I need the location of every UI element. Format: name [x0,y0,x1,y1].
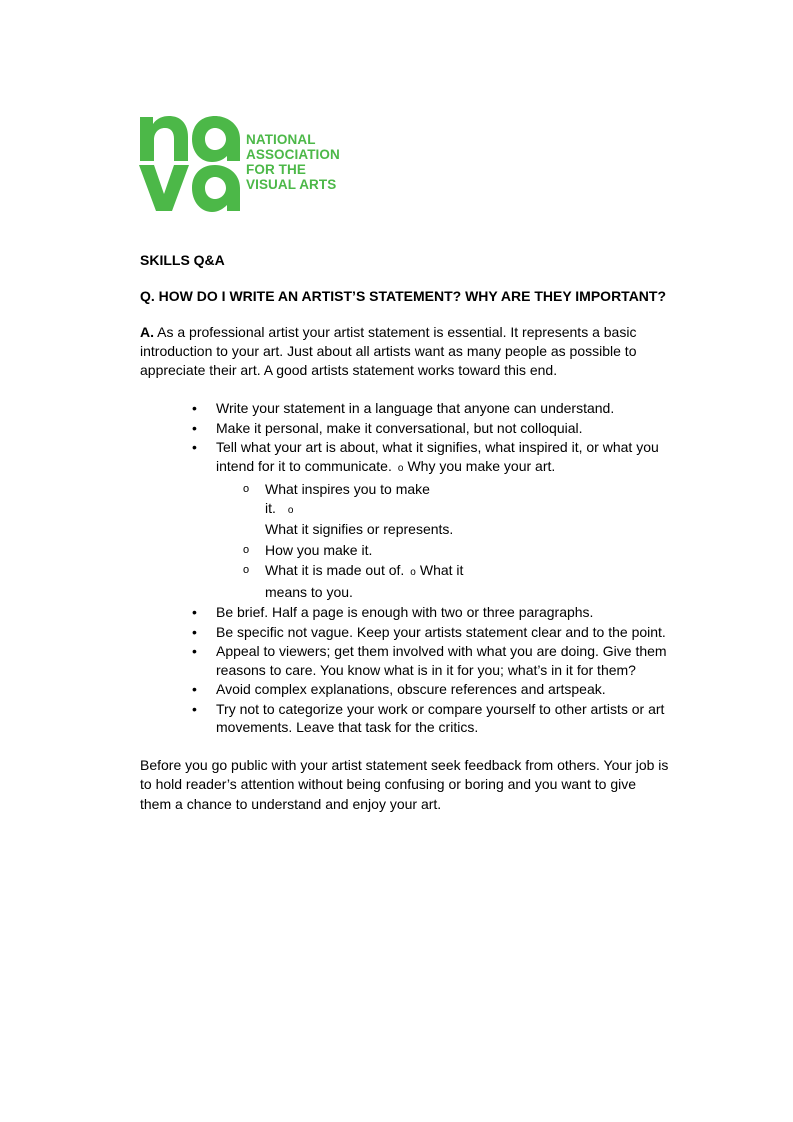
sub-item-text: What inspires you to make it. [265,481,430,516]
bullet-icon: • [192,604,197,620]
sub-list [216,480,670,601]
list-item-text: Be specific not vague. Keep your artists statement clear and to the point. [216,623,666,640]
sub-bullet-icon: o [243,564,250,576]
list-item-text: Avoid complex explanations, obscure references and artspeak. [216,681,606,697]
sub-list-item [216,541,465,560]
bullet-icon: • [192,400,197,416]
bullet-icon: • [192,439,197,455]
section-kicker: SKILLS Q&A [140,252,225,268]
answer-text: As a professional artist your artist statement is essential. It represents a basic introduction to your art. Just about all artists want as many people as possible to appreciate their art. A good artists statement works toward this end. [140,324,637,378]
list-item [140,438,670,601]
logo-line: VISUAL ARTS [246,177,337,192]
logo-line: ASSOCIATION [246,147,340,162]
logo-line: FOR THE [246,162,306,177]
closing-paragraph: Before you go public with your artist statement seek feedback from others. Your job is to hold reader’s attention without being confusing or boring and you want to give them a chance to understand and enjoy your art. [140,756,669,812]
question-heading: Q. HOW DO I WRITE AN ARTIST’S STATEMENT? WHY ARE THEY IMPORTANT? [140,288,667,304]
list-item [140,623,670,642]
sub-item-text: What it is made out of. [265,562,405,578]
nava-logo-mark [138,115,242,213]
bullet-icon: • [192,419,197,436]
sub-list-item [216,561,465,601]
sub-inline-text: Why you make your art. [407,457,556,474]
list-item [140,642,670,679]
sub-bullet-icon: o [410,567,416,578]
list-item-text: Make it personal, make it conversational, but not colloquial. [216,419,583,436]
bullet-icon: • [192,623,197,640]
sub-bullet-icon: o [287,504,294,516]
sub-bullet-icon: o [397,462,404,474]
list-item-text: Try not to categorize your work or compare yourself to other artists or art movements. Leave that task for the critics. [216,700,665,735]
answer-lead: A. [140,324,154,340]
bullet-icon: • [192,643,197,659]
sub-bullet-icon: o [243,543,250,556]
list-item [140,399,670,418]
tips-list [140,399,670,737]
list-item-text: Be brief. Half a page is enough with two or three paragraphs. [216,604,594,620]
list-item-text: Write your statement in a language that anyone can understand. [216,400,615,416]
bullet-icon: • [192,681,197,697]
bullet-icon: • [192,700,197,717]
answer-paragraph [140,323,670,380]
sub-list-item [216,480,465,539]
list-item [140,603,670,622]
list-item-text: Appeal to viewers; get them involved with what you are doing. Give them reasons to care. You know what is in it for you; what’s in it for them? [216,643,667,678]
sub-item-text: How you make it. [265,541,373,558]
sub-bullet-icon: o [243,483,250,495]
list-item [140,700,670,737]
sub-item-trail: What it signifies or represents. [265,521,454,537]
logo-wordmark [246,132,340,192]
list-item [140,419,670,438]
nava-logo [138,115,358,213]
sub-item-trail: What it means to you. [265,562,464,600]
list-item [140,680,670,699]
document-body [140,251,670,814]
logo-line: NATIONAL [246,132,316,147]
list-item-text: Tell what your art is about, what it signifies, what inspired it, or what you intend for it to communicate. [216,439,659,474]
